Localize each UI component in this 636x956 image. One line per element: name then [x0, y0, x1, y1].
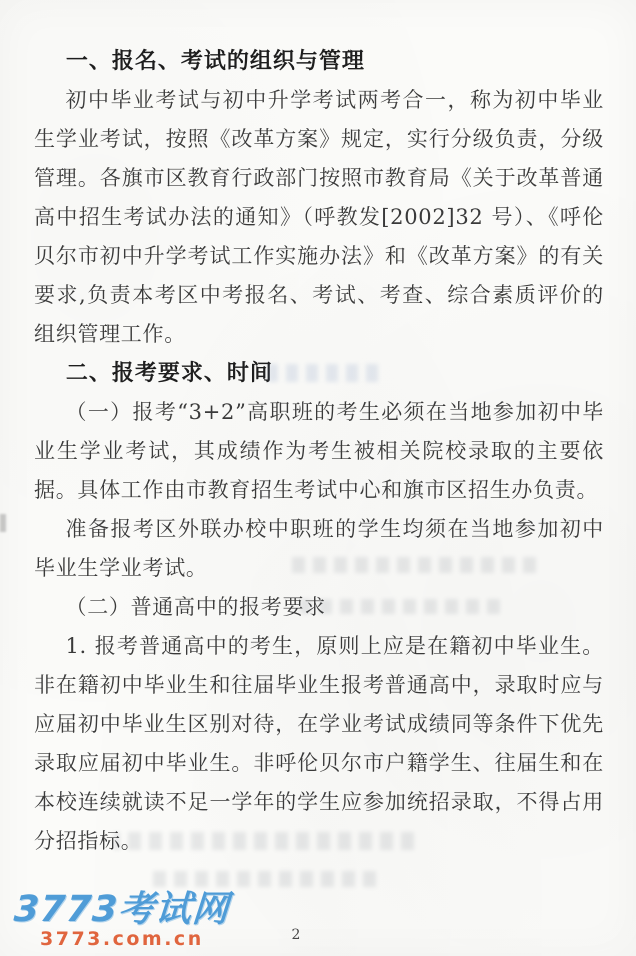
paragraph-highschool-candidate-rules: 1. 报考普通高中的考生，原则上应是在籍初中毕业生。非在籍初中毕业生和往届毕业生报考普通高中，录取时应与应届初中毕业生区别对待，在学业考试成绩同等条件下优先录取应届初中毕业生。非呼伦贝尔市户籍学生、往届生和在本校连续就读不足一学年的学生应参加统招录取，不得占用分招指标。: [34, 634, 604, 853]
section-heading-requirements-time: 二、报考要求、时间: [65, 361, 273, 386]
paragraph-exam-merge: 初中毕业考试与初中升学考试两考合一，称为初中毕业生学业考试，按照《改革方案》规定，实行分级负责，分级管理。各旗市区教育行政部门按照市教育局《关于改革普通高中招生考试办法的通知》（呼教发[2002]32 号）、《呼伦贝尔市初中升学考试工作实施办法》和《改革方案》的有关要求,负责本考区中考报名、考试、考查、综合素质评价的组织管理工作。: [34, 88, 604, 346]
paragraph-out-of-region-vocational: 准备报考区外联办校中职班的学生均须在当地参加初中毕业生学业考试。: [34, 517, 604, 580]
watermark-site-name: 3773考试网: [12, 889, 231, 930]
scan-smudge: [0, 514, 6, 532]
watermark-3773: [14, 891, 229, 950]
section-heading-registration-management: 一、报名、考试的组织与管理: [65, 49, 365, 74]
bleed-through-artifact: [146, 871, 376, 887]
document-text-block: [34, 42, 604, 861]
paragraph-3plus2-vocational: （一）报考“3+2”高职班的考生必须在当地参加初中毕业生学业考试，其成绩作为考生被相关院校录取的主要依据。具体工作由市教育招生考试中心和旗市区招生办负责。: [34, 400, 604, 502]
paragraph-highschool-requirements-label: （二）普通高中的报考要求: [65, 595, 326, 619]
page-number: 2: [291, 927, 301, 943]
watermark-site-url: 3773.com.cn: [40, 928, 204, 950]
